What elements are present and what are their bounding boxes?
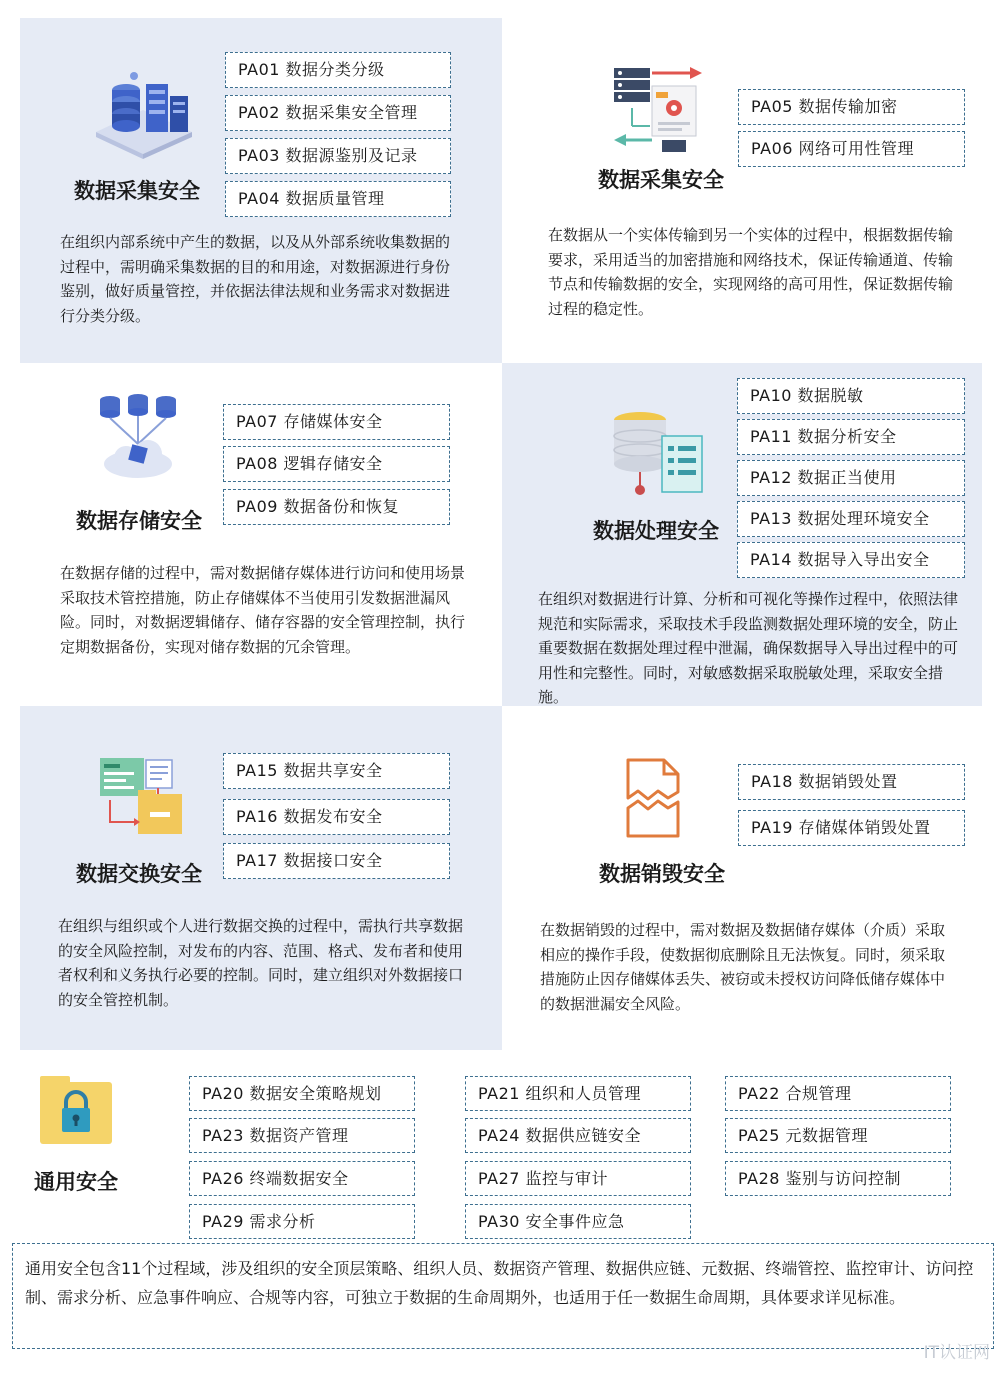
section-description: 在数据存储的过程中，需对数据储存媒体进行访问和使用场景采取技术管控措施，防止存储媒体不当使用引发数据泄漏风险。同时，对数据逻辑储存、储存容器的安全管理控制，执行定期数据备份，实现对储存数据的冗余管理。 bbox=[60, 564, 466, 656]
section-heading: 数据存储安全 bbox=[76, 509, 202, 533]
data-exchange-icon bbox=[98, 752, 188, 838]
section-description: 在数据从一个实体传输到另一个实体的过程中，根据数据传输要求，采用适当的加密措施和网络技术，保证传输通道、传输节点和传输数据的安全，实现网络的高可用性，保证数据传输过程的稳定性。 bbox=[548, 226, 954, 318]
section-description: 在组织与组织或个人进行数据交换的过程中，需执行共享数据的安全风险控制，对发布的内容、范围、格式、发布者和使用者权利和义务执行必要的控制。同时，建立组织对外数据接口的安全管控机制。 bbox=[58, 917, 464, 1009]
pa-item: PA24 数据供应链安全 bbox=[465, 1118, 691, 1153]
pa-item: PA09 数据备份和恢复 bbox=[223, 489, 450, 525]
pa-item: PA22 合规管理 bbox=[725, 1076, 951, 1111]
section-description: 在组织内部系统中产生的数据，以及从外部系统收集数据的过程中，需明确采集数据的目的和用途，对数据源进行身份鉴别，做好质量管控，并依据法律法规和业务需求对数据进行分类分级。 bbox=[60, 233, 451, 325]
storage-cloud-icon bbox=[96, 392, 180, 484]
pa-item: PA06 网络可用性管理 bbox=[738, 131, 965, 167]
pa-item: PA23 数据资产管理 bbox=[189, 1118, 415, 1153]
pa-item: PA16 数据发布安全 bbox=[223, 799, 450, 835]
data-processing-icon bbox=[612, 410, 708, 502]
section-description: 在组织对数据进行计算、分析和可视化等操作过程中，依照法律规范和实际需求，采取技术手段监测数据处理环境的安全，防止重要数据在数据处理过程中泄漏，确保数据导入导出过程中的可用性和完整性。同时，对敏感数据采取脱敏处理，采取安全措施。 bbox=[538, 590, 959, 706]
section-heading: 数据采集安全 bbox=[74, 179, 200, 203]
section-heading: 通用安全 bbox=[34, 1170, 118, 1194]
pa-item: PA27 监控与审计 bbox=[465, 1161, 691, 1196]
pa-item: PA03 数据源鉴别及记录 bbox=[225, 138, 451, 174]
general-description: 通用安全包含11个过程域，涉及组织的安全顶层策略、组织人员、数据资产管理、数据供应链、元数据、终端管控、监控审计、访问控制、需求分析、应急事件响应、合规等内容，可独立于数据的生命周期外，也适用于任一数据生命周期，具体要求详见标准。 bbox=[12, 1243, 994, 1349]
pa-item: PA14 数据导入导出安全 bbox=[737, 542, 965, 578]
section-heading: 数据采集安全 bbox=[598, 168, 724, 192]
pa-item: PA15 数据共享安全 bbox=[223, 753, 450, 789]
pa-item: PA07 存储媒体安全 bbox=[223, 404, 450, 440]
pa-item: PA28 鉴别与访问控制 bbox=[725, 1161, 951, 1196]
pa-item: PA04 数据质量管理 bbox=[225, 181, 451, 217]
pa-item: PA29 需求分析 bbox=[189, 1204, 415, 1239]
pa-item: PA19 存储媒体销毁处置 bbox=[738, 810, 965, 846]
pa-item: PA21 组织和人员管理 bbox=[465, 1076, 691, 1111]
pa-item: PA30 安全事件应急 bbox=[465, 1204, 691, 1239]
pa-item: PA05 数据传输加密 bbox=[738, 89, 965, 125]
pa-item: PA25 元数据管理 bbox=[725, 1118, 951, 1153]
pa-item: PA08 逻辑存储安全 bbox=[223, 446, 450, 482]
section-description: 在数据销毁的过程中，需对数据及数据储存媒体（介质）采取相应的操作手段，使数据彻底删除且无法恢复。同时，须采取措施防止因存储媒体丢失、被窃或未授权访问降低储存媒体中的数据泄漏安全风险。 bbox=[540, 921, 946, 1013]
pa-item: PA18 数据销毁处置 bbox=[738, 764, 965, 800]
pa-item: PA26 终端数据安全 bbox=[189, 1161, 415, 1196]
pa-item: PA11 数据分析安全 bbox=[737, 419, 965, 455]
data-transfer-icon bbox=[612, 66, 712, 156]
pa-item: PA13 数据处理环境安全 bbox=[737, 501, 965, 537]
server-database-icon bbox=[88, 62, 198, 162]
lock-folder-icon bbox=[38, 1072, 114, 1148]
pa-item: PA01 数据分类分级 bbox=[225, 52, 451, 88]
shredded-document-icon bbox=[624, 758, 682, 838]
pa-item: PA12 数据正当使用 bbox=[737, 460, 965, 496]
section-heading: 数据处理安全 bbox=[593, 519, 719, 543]
section-heading: 数据销毁安全 bbox=[599, 862, 725, 886]
pa-item: PA20 数据安全策略规划 bbox=[189, 1076, 415, 1111]
pa-item: PA17 数据接口安全 bbox=[223, 843, 450, 879]
pa-item: PA02 数据采集安全管理 bbox=[225, 95, 451, 131]
section-heading: 数据交换安全 bbox=[76, 862, 202, 886]
watermark: IT认证网 bbox=[923, 1343, 990, 1363]
pa-item: PA10 数据脱敏 bbox=[737, 378, 965, 414]
